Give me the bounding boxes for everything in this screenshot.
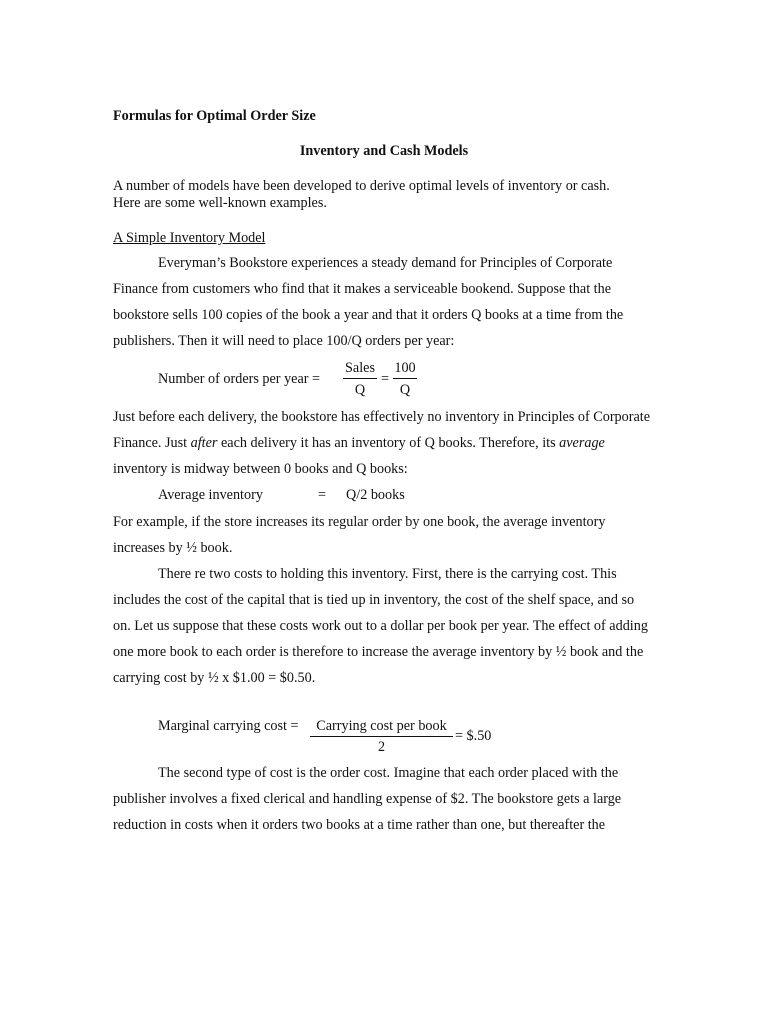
eq1-numerator-2: 100 [394,360,416,376]
paragraph-2-average-italic: average [559,435,605,451]
eq1-denominator-1: Q [354,382,366,398]
paragraph-2 [113,404,653,482]
intro-line-2: Here are some well-known examples. [113,195,327,211]
paragraph-4-text: There re two costs to holding this inventory. First, there is the carrying cost. This includes the cost of the capital that is tied up in inventory, the cost of the shelf space, and so on. Let us suppose that these costs work out to a dollar per book per year. The effect of adding one more book to each order is therefore to increase the average inventory by ½ book and the carrying cost by ½ x $1.00 = $0.50. [113,566,648,686]
paragraph-3 [113,509,653,561]
document-heading: Formulas for Optimal Order Size [113,108,316,124]
eq1-numerator-1: Sales [345,360,375,376]
paragraph-2-after-italic: after [190,435,218,451]
eq2-equals: = [318,487,327,503]
section-title: A Simple Inventory Model [113,230,266,246]
eq3-numerator: Carrying cost per book [316,718,447,734]
eq3-fraction-bar [310,736,453,737]
paragraph-2-part-a: Just before each delivery, the bookstore has effectively no inventory in Principles of Corporate Finance. Just [113,409,650,451]
eq3-denominator: 2 [377,739,386,755]
paragraph-4 [113,561,653,691]
paragraph-1 [113,250,653,354]
paragraph-2-text [113,404,653,482]
eq1-fraction-bar-1 [343,378,377,379]
eq2-label: Average inventory [158,487,263,503]
paragraph-1-text: Everyman’s Bookstore experiences a steady demand for Principles of Corporate Finance from customers who find that it makes a serviceable bookend. Suppose that the bookstore sells 100 copies of the book a year and that it orders Q books at a time from the publishers. Then it will need to place 100/Q orders per year: [113,255,624,349]
intro-line-1: A number of models have been developed to derive optimal levels of inventory or cash. [113,178,610,194]
eq1-denominator-2: Q [399,382,411,398]
eq3-result: = $.50 [455,728,492,744]
paragraph-3-text: For example, if the store increases its regular order by one book, the average inventory increases by ½ book. [113,514,606,556]
eq1-equals: = [381,371,390,387]
eq2-value: Q/2 books [346,487,405,503]
document-subheading: Inventory and Cash Models [299,143,469,159]
eq3-label: Marginal carrying cost = [158,718,299,734]
paragraph-2-part-b: each delivery it has an inventory of Q books. Therefore, its [217,435,560,451]
paragraph-2-part-c: inventory is midway between 0 books and Q books: [113,461,408,477]
paragraph-5-text: The second type of cost is the order cost. Imagine that each order placed with the publisher involves a fixed clerical and handling expense of $2. The bookstore gets a large reduction in costs when it orders two books at a time rather than one, but thereafter the [113,765,622,833]
paragraph-5 [113,760,653,838]
eq1-fraction-bar-2 [393,378,417,379]
eq1-label: Number of orders per year = [158,371,321,387]
